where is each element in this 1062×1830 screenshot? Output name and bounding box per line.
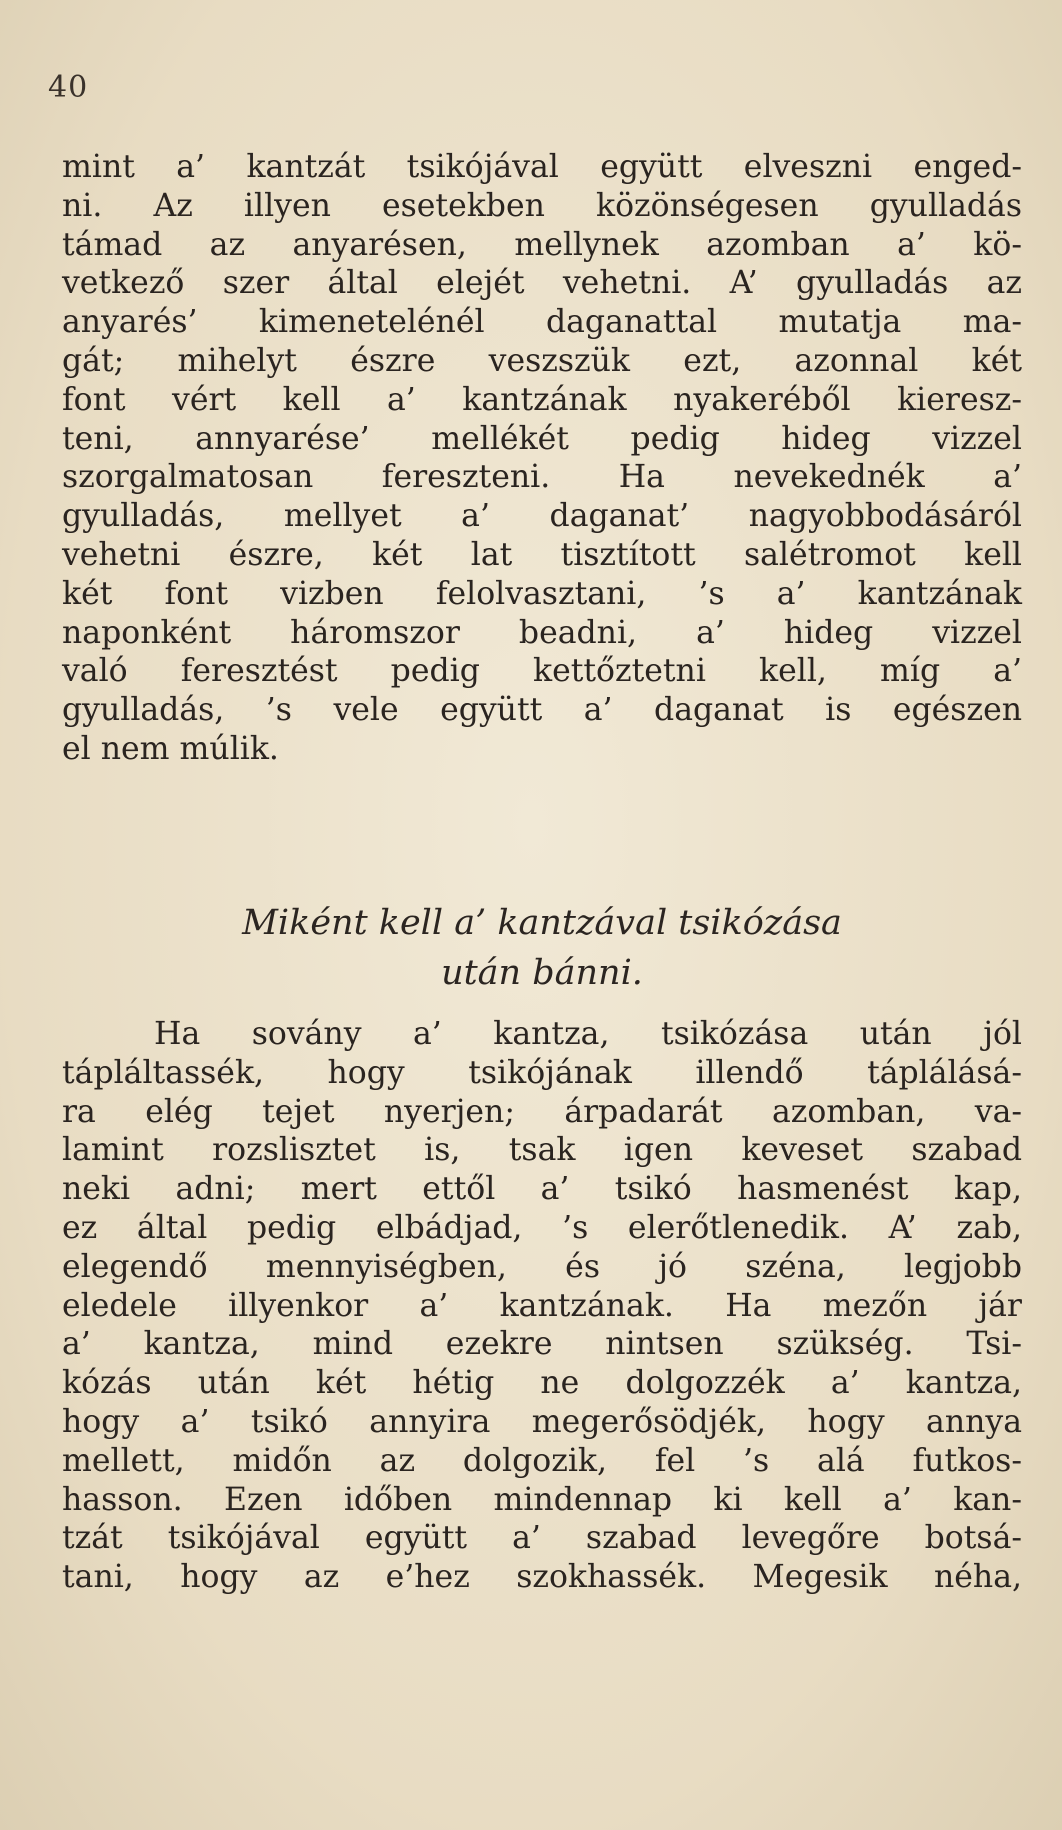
paragraph-1	[62, 148, 1022, 769]
text-line: mellett, midőn az dolgozik, fel ’s alá futkos-	[62, 1442, 1022, 1479]
text-line: gát; mihelyt észre veszszük ezt, azonnal két	[62, 342, 1022, 379]
text-line: tzát tsikójával együtt a’ szabad levegőre botsá-	[62, 1520, 1022, 1557]
text-line: gyulladás, mellyet a’ daganat’ nagyobbodásáról	[62, 498, 1022, 535]
text-line: eledele illyenkor a’ kantzának. Ha mezőn jár	[62, 1287, 1022, 1324]
text-line: tápláltassék, hogy tsikójának illendő táplálásá-	[62, 1054, 1022, 1091]
text-line: Ha sovány a’ kantza, tsikózása után jól	[154, 1016, 1022, 1052]
text-line: a’ kantza, mind ezekre nintsen szükség. Tsi-	[62, 1326, 1022, 1363]
text-line: lamint rozslisztet is, tsak igen keveset szabad	[62, 1132, 1022, 1169]
text-line: szorgalmatosan fereszteni. Ha nevekednék a’	[62, 459, 1022, 496]
text-line: hogy a’ tsikó annyira megerősödjék, hogy annya	[62, 1403, 1022, 1440]
text-line: ez által pedig elbádjad, ’s elerőtlenedik. A’ zab,	[62, 1209, 1022, 1246]
text-line: kózás után két hétig ne dolgozzék a’ kantza,	[62, 1365, 1022, 1402]
text-line: gyulladás, ’s vele együtt a’ daganat is egészen	[62, 692, 1022, 729]
text-line: ni. Az illyen esetekben közönségesen gyulladás	[62, 187, 1022, 224]
heading-line: után bánni.	[441, 953, 643, 993]
text-line: hasson. Ezen időben mindennap ki kell a’ kan-	[62, 1481, 1022, 1518]
text-line: elegendő mennyiségben, és jó széna, legjobb	[62, 1248, 1022, 1285]
text-line: támad az anyarésen, mellynek azomban a’ kö-	[62, 226, 1022, 263]
page-number: 40	[48, 70, 89, 105]
paragraph-2	[62, 1015, 1022, 1597]
text-line: anyarés’ kimenetelénél daganattal mutatja ma-	[62, 304, 1022, 341]
text-line: tani, hogy az e’hez szokhassék. Megesik néha,	[62, 1559, 1022, 1596]
text-line: naponként háromszor beadni, a’ hideg vizzel	[62, 614, 1022, 651]
text-line: el nem múlik.	[62, 730, 279, 767]
text-line: való feresztést pedig kettőztetni kell, míg a’	[62, 653, 1022, 690]
text-line: vetkező szer által elejét vehetni. A’ gyulladás az	[62, 265, 1022, 302]
text-line: neki adni; mert ettől a’ tsikó hasmenést kap,	[62, 1171, 1022, 1208]
text-line: teni, annyarése’ mellékét pedig hideg vizzel	[62, 420, 1022, 457]
section-heading	[62, 898, 1022, 998]
text-line: két font vizben felolvasztani, ’s a’ kantzának	[62, 575, 1022, 612]
text-line: vehetni észre, két lat tisztított salétromot kell	[62, 536, 1022, 573]
text-line: mint a’ kantzát tsikójával együtt elveszni enged-	[62, 149, 1022, 185]
heading-line: Miként kell a’ kantzával tsikózása	[242, 903, 842, 943]
text-line: font vért kell a’ kantzának nyakeréből kieresz-	[62, 381, 1022, 418]
text-line: ra elég tejet nyerjen; árpadarát azomban, va-	[62, 1093, 1022, 1130]
